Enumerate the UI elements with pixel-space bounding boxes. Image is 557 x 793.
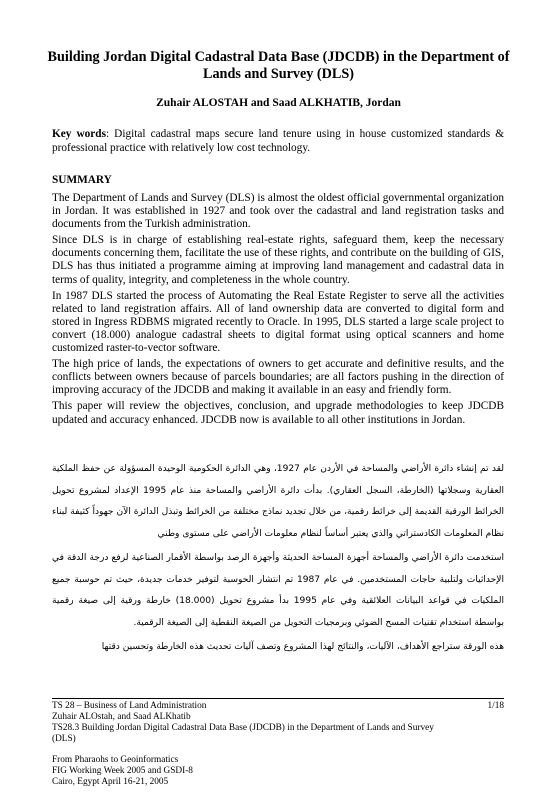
keywords-paragraph (52, 127, 504, 155)
footer-conference-place: Cairo, Egypt April 16-21, 2005 (52, 777, 169, 787)
arabic-paragraph-1: لقد تم إنشاء دائرة الأراضي والمساحة في الأردن عام 1927، وهي الدائرة الحكومية الوحيدة المسؤولة عن حفظ الملكية العقارية وسجلاتها (الخارطة، السجل العقاري). بدأت دائرة الأراضي والمساحة منذ عام 1995 الإعداد لمشروع تحويل الخرائط الورقية القديمة إلى خرائط رقمية، من خلال تجديد نماذج مختلفة من الخرائط وتبذل الدائرة الآن جهوداً كثيفة لبناء نظام المعلومات الكادستراتي والذي يعتبر أساساً لنظام معلومات الأراضي على مستوى وطني (52, 464, 504, 539)
footer-paper-title: TS28.3 Building Jordan Digital Cadastral Data Base (JDCDB) in the Department of Lands and Survey (52, 723, 434, 733)
footer-authors: Zuhair ALOstah, and Saad ALKhatib (52, 712, 191, 722)
summary-paragraph-4: The high price of lands, the expectations of owners to get accurate and definitive results, and the conflicts between owners because of parcels boundaries; are all factors pushing in the direction of improving accuracy of the JDCDB and making it available in an easy and friendly form. (52, 358, 504, 397)
footer-session: TS 28 – Business of Land Administration (52, 701, 207, 711)
summary-paragraph-1: The Department of Lands and Survey (DLS) is almost the oldest official governmental organization in Jordan. It was established in 1927 and took over the cadastral and land registration tasks and documents from the Turkish administration. (52, 192, 504, 231)
paper-authors: Zuhair ALOSTAH and Saad ALKHATIB, Jordan (156, 97, 401, 109)
keywords-text: : Digital cadastral maps secure land tenure using in house customized standards & professional practice with relatively low cost technology. (52, 128, 504, 154)
summary-body (52, 192, 504, 430)
arabic-summary (52, 459, 504, 662)
footer-page-number: 1/18 (487, 701, 504, 711)
footer-paper-title-cont: (DLS) (52, 734, 76, 744)
footer-conference-theme: From Pharaohs to Geoinformatics (52, 755, 179, 765)
page-footer (52, 701, 504, 788)
summary-paragraph-2: Since DLS is in charge of establishing real-estate rights, safeguard them, keep the necessary documents concerning them, facilitate the use of these rights, and contribute on the building of GIS, DLS has thus initiated a programme aiming at improving land management and cadastral data in terms of quality, integrity, and completeness in the whole country. (52, 234, 504, 286)
footer-session-row (52, 701, 504, 712)
summary-heading: SUMMARY (52, 174, 112, 186)
footer-conference-name: FIG Working Week 2005 and GSDI-8 (52, 766, 193, 776)
arabic-paragraph-2: استخدمت دائرة الأراضي والمساحة أجهزة المساحة الحديثة وأجهزة الرصد بواسطة الأقمار الصناعية لرفع درجة الدقة في الإحداثيات ولتلبية حاجات المستخدمين. في عام 1987 تم انتشار الحوسبة لتوفير خدمات جديدة، حيث تم حوسبة جميع الملكيات في قواعد البيانات العلائقية وفي عام 1995 بدأ مشروع تحويل (18.000) خارطة ورقية إلى صيغة رقمية بواسطة استخدام تقنيات المسح الضوئي وبرمجيات التحويل من الصيغة النقطية إلى الصيغة الرقمية. (52, 553, 504, 628)
arabic-paragraph-3: هذه الورقة ستراجع الأهداف، الآليات، والنتائج لهذا المشروع وتصف آليات تحديث هذه الخارطة وتحسين دقتها (101, 642, 504, 652)
summary-paragraph-5: This paper will review the objectives, conclusion, and upgrade methodologies to keep JDCDB updated and accuracy enhanced. JDCDB now is available to all other institutions in Jordan. (52, 400, 504, 426)
keywords-label: Key words (52, 128, 106, 140)
summary-paragraph-3: In 1987 DLS started the process of Automating the Real Estate Register to serve all the activities related to land registration affairs. All of land ownership data are converted to digital form and stored in Ingress RDBMS migrated recently to Oracle. In 1995, DLS started a large scale project to convert (18.000) analogue cadastral sheets to digital format using optical scanners and home customized raster-to-vector software. (52, 289, 504, 355)
footer-spacer (52, 745, 504, 755)
paper-title: Building Jordan Digital Cadastral Data Base (JDCDB) in the Department of Lands and Survey (DLS) (47, 49, 510, 82)
footer-divider (52, 698, 504, 699)
